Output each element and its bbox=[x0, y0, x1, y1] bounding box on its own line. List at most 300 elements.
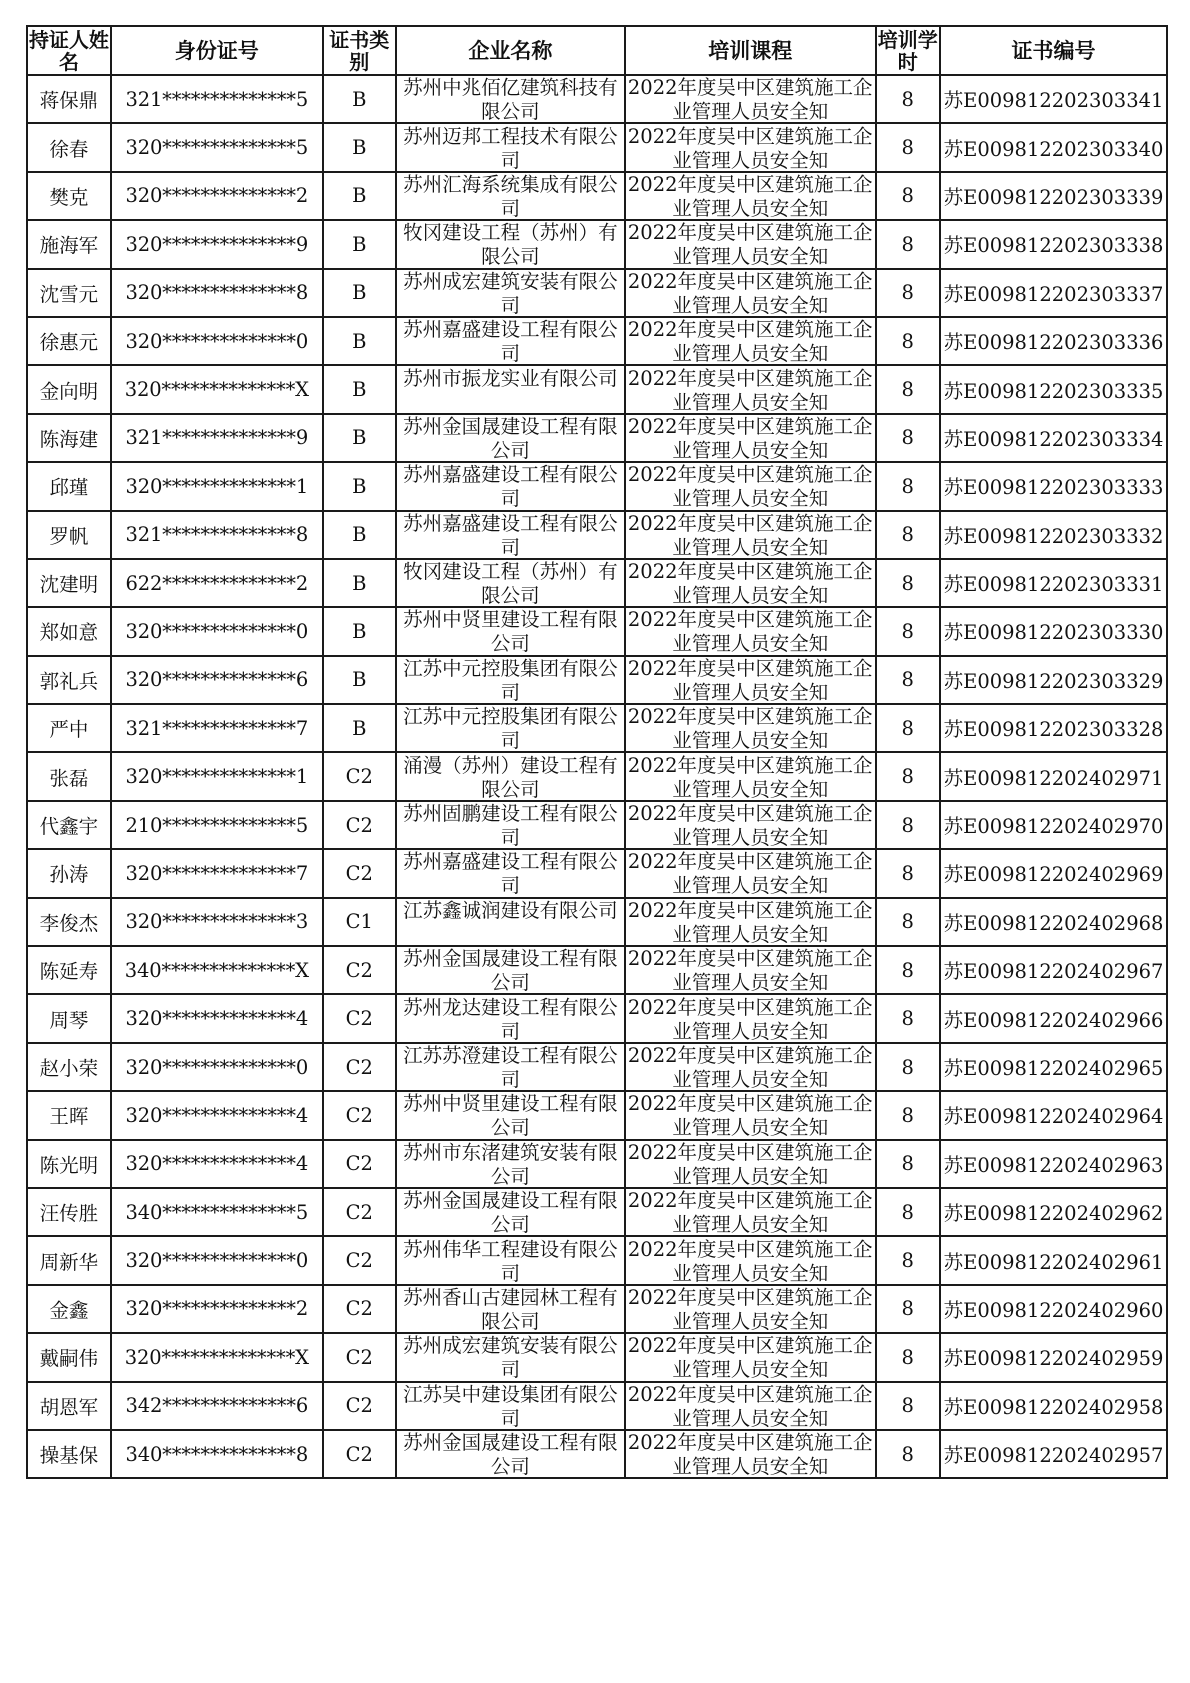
training-course-cell bbox=[625, 898, 876, 946]
table-row bbox=[27, 1333, 1167, 1381]
cert-number-cell: 苏E009812202303332 bbox=[940, 511, 1167, 559]
holder-name-cell: 沈雪元 bbox=[27, 269, 111, 317]
training-course-text: 2022年度吴中区建筑施工企业管理人员安全知 bbox=[627, 1189, 873, 1236]
training-course-text: 2022年度吴中区建筑施工企业管理人员安全知 bbox=[627, 318, 873, 365]
header-company-name: 企业名称 bbox=[396, 26, 625, 75]
training-course-cell bbox=[625, 752, 876, 800]
company-name-cell bbox=[396, 365, 625, 413]
cert-category-cell: C2 bbox=[323, 946, 396, 994]
cert-number-cell: 苏E009812202303339 bbox=[940, 172, 1167, 220]
company-name-text: 苏州汇海系统集成有限公司 bbox=[403, 172, 618, 219]
company-name-text: 牧冈建设工程（苏州）有限公司 bbox=[403, 221, 618, 268]
company-name-cell bbox=[396, 656, 625, 704]
header-id-number: 身份证号 bbox=[111, 26, 323, 75]
training-course-text: 2022年度吴中区建筑施工企业管理人员安全知 bbox=[627, 511, 873, 558]
cert-category-cell: C2 bbox=[323, 849, 396, 897]
cert-number-cell: 苏E009812202303331 bbox=[940, 559, 1167, 607]
cert-category-cell: B bbox=[323, 559, 396, 607]
id-number-cell: 320**************5 bbox=[111, 123, 323, 171]
cert-number-cell: 苏E009812202402957 bbox=[940, 1430, 1167, 1478]
table-row bbox=[27, 801, 1167, 849]
table-row bbox=[27, 704, 1167, 752]
company-name-text: 苏州市振龙实业有限公司 bbox=[403, 366, 618, 390]
training-hours-cell: 8 bbox=[876, 1430, 941, 1478]
id-number-cell: 340**************5 bbox=[111, 1188, 323, 1236]
cert-category-cell: B bbox=[323, 656, 396, 704]
training-course-cell bbox=[625, 1140, 876, 1188]
table-row bbox=[27, 75, 1167, 123]
holder-name-cell: 徐惠元 bbox=[27, 317, 111, 365]
holder-name-cell: 陈延寿 bbox=[27, 946, 111, 994]
training-course-text: 2022年度吴中区建筑施工企业管理人员安全知 bbox=[627, 947, 873, 994]
training-hours-cell: 8 bbox=[876, 365, 941, 413]
training-hours-cell: 8 bbox=[876, 1140, 941, 1188]
id-number-cell: 342**************6 bbox=[111, 1382, 323, 1430]
id-number-cell: 340**************8 bbox=[111, 1430, 323, 1478]
cert-category-cell: B bbox=[323, 269, 396, 317]
cert-category-cell: C1 bbox=[323, 898, 396, 946]
company-name-text: 涌漫（苏州）建设工程有限公司 bbox=[403, 753, 618, 800]
training-hours-cell: 8 bbox=[876, 994, 941, 1042]
training-course-text: 2022年度吴中区建筑施工企业管理人员安全知 bbox=[627, 1431, 873, 1478]
training-hours-cell: 8 bbox=[876, 704, 941, 752]
id-number-cell: 320**************0 bbox=[111, 1043, 323, 1091]
training-hours-cell: 8 bbox=[876, 1091, 941, 1139]
training-hours-cell: 8 bbox=[876, 123, 941, 171]
company-name-cell bbox=[396, 123, 625, 171]
id-number-cell: 320**************1 bbox=[111, 752, 323, 800]
cert-number-cell: 苏E009812202303330 bbox=[940, 607, 1167, 655]
cert-category-cell: B bbox=[323, 75, 396, 123]
table-row bbox=[27, 269, 1167, 317]
company-name-text: 苏州成宏建筑安装有限公司 bbox=[403, 269, 618, 316]
company-name-text: 江苏吴中建设集团有限公司 bbox=[403, 1382, 618, 1429]
training-course-text: 2022年度吴中区建筑施工企业管理人员安全知 bbox=[627, 414, 873, 461]
table-row bbox=[27, 849, 1167, 897]
table-row bbox=[27, 317, 1167, 365]
training-hours-cell: 8 bbox=[876, 317, 941, 365]
table-row bbox=[27, 1430, 1167, 1478]
cert-number-cell: 苏E009812202303334 bbox=[940, 414, 1167, 462]
holder-name-cell: 严中 bbox=[27, 704, 111, 752]
cert-number-cell: 苏E009812202402961 bbox=[940, 1236, 1167, 1284]
holder-name-cell: 施海军 bbox=[27, 220, 111, 268]
training-hours-cell: 8 bbox=[876, 607, 941, 655]
training-hours-cell: 8 bbox=[876, 849, 941, 897]
training-course-cell bbox=[625, 511, 876, 559]
id-number-cell: 320**************6 bbox=[111, 656, 323, 704]
cert-category-cell: B bbox=[323, 365, 396, 413]
company-name-text: 苏州金国晟建设工程有限公司 bbox=[403, 947, 618, 994]
training-course-text: 2022年度吴中区建筑施工企业管理人员安全知 bbox=[627, 366, 873, 413]
id-number-cell: 320**************2 bbox=[111, 1285, 323, 1333]
company-name-cell bbox=[396, 269, 625, 317]
table-row bbox=[27, 220, 1167, 268]
cert-category-cell: B bbox=[323, 123, 396, 171]
training-course-cell bbox=[625, 1236, 876, 1284]
holder-name-cell: 王晖 bbox=[27, 1091, 111, 1139]
company-name-text: 牧冈建设工程（苏州）有限公司 bbox=[403, 560, 618, 607]
training-hours-cell: 8 bbox=[876, 511, 941, 559]
training-hours-cell: 8 bbox=[876, 172, 941, 220]
company-name-text: 江苏中元控股集团有限公司 bbox=[403, 656, 618, 703]
company-name-cell bbox=[396, 607, 625, 655]
cert-number-cell: 苏E009812202303338 bbox=[940, 220, 1167, 268]
cert-category-cell: C2 bbox=[323, 1285, 396, 1333]
cert-number-cell: 苏E009812202402960 bbox=[940, 1285, 1167, 1333]
company-name-cell bbox=[396, 801, 625, 849]
table-row bbox=[27, 752, 1167, 800]
cert-category-cell: C2 bbox=[323, 752, 396, 800]
company-name-cell bbox=[396, 752, 625, 800]
training-course-text: 2022年度吴中区建筑施工企业管理人员安全知 bbox=[627, 1237, 873, 1284]
table-row bbox=[27, 1140, 1167, 1188]
cert-number-cell: 苏E009812202303328 bbox=[940, 704, 1167, 752]
company-name-cell bbox=[396, 1285, 625, 1333]
training-hours-cell: 8 bbox=[876, 656, 941, 704]
training-hours-cell: 8 bbox=[876, 462, 941, 510]
cert-category-cell: B bbox=[323, 511, 396, 559]
holder-name-cell: 陈光明 bbox=[27, 1140, 111, 1188]
training-course-text: 2022年度吴中区建筑施工企业管理人员安全知 bbox=[627, 221, 873, 268]
company-name-cell bbox=[396, 946, 625, 994]
company-name-text: 江苏苏澄建设工程有限公司 bbox=[403, 1044, 618, 1090]
training-course-cell bbox=[625, 1188, 876, 1236]
header-cert-number: 证书编号 bbox=[940, 26, 1167, 75]
training-course-text: 2022年度吴中区建筑施工企业管理人员安全知 bbox=[627, 995, 873, 1042]
holder-name-cell: 邱瑾 bbox=[27, 462, 111, 510]
id-number-cell: 320**************8 bbox=[111, 269, 323, 317]
training-course-cell bbox=[625, 172, 876, 220]
table-row bbox=[27, 511, 1167, 559]
table-row bbox=[27, 172, 1167, 220]
training-course-text: 2022年度吴中区建筑施工企业管理人员安全知 bbox=[627, 1092, 873, 1139]
training-course-cell bbox=[625, 269, 876, 317]
id-number-cell: 321**************5 bbox=[111, 75, 323, 123]
training-course-text: 2022年度吴中区建筑施工企业管理人员安全知 bbox=[627, 1285, 873, 1332]
company-name-cell bbox=[396, 220, 625, 268]
holder-name-cell: 沈建明 bbox=[27, 559, 111, 607]
training-hours-cell: 8 bbox=[876, 559, 941, 607]
company-name-cell bbox=[396, 1091, 625, 1139]
id-number-cell: 320**************1 bbox=[111, 462, 323, 510]
header-cert-category: 证书类别 bbox=[323, 26, 396, 75]
company-name-cell bbox=[396, 704, 625, 752]
cert-number-cell: 苏E009812202402970 bbox=[940, 801, 1167, 849]
cert-number-cell: 苏E009812202402967 bbox=[940, 946, 1167, 994]
id-number-cell: 320**************0 bbox=[111, 607, 323, 655]
cert-category-cell: C2 bbox=[323, 1188, 396, 1236]
company-name-text: 苏州香山古建园林工程有限公司 bbox=[403, 1285, 618, 1332]
training-course-cell bbox=[625, 414, 876, 462]
company-name-text: 苏州固鹏建设工程有限公司 bbox=[403, 802, 618, 849]
company-name-cell bbox=[396, 1430, 625, 1478]
training-hours-cell: 8 bbox=[876, 1236, 941, 1284]
table-row bbox=[27, 607, 1167, 655]
cert-number-cell: 苏E009812202402964 bbox=[940, 1091, 1167, 1139]
holder-name-cell: 李俊杰 bbox=[27, 898, 111, 946]
id-number-cell: 320**************0 bbox=[111, 1236, 323, 1284]
holder-name-cell: 汪传胜 bbox=[27, 1188, 111, 1236]
company-name-cell bbox=[396, 1140, 625, 1188]
training-course-cell bbox=[625, 801, 876, 849]
header-training-course: 培训课程 bbox=[625, 26, 876, 75]
company-name-cell bbox=[396, 511, 625, 559]
training-hours-cell: 8 bbox=[876, 801, 941, 849]
cert-category-cell: C2 bbox=[323, 1333, 396, 1381]
id-number-cell: 321**************8 bbox=[111, 511, 323, 559]
cert-number-cell: 苏E009812202402969 bbox=[940, 849, 1167, 897]
id-number-cell: 320**************X bbox=[111, 1333, 323, 1381]
training-course-cell bbox=[625, 1333, 876, 1381]
cert-number-cell: 苏E009812202303333 bbox=[940, 462, 1167, 510]
holder-name-cell: 戴嗣伟 bbox=[27, 1333, 111, 1381]
training-course-text: 2022年度吴中区建筑施工企业管理人员安全知 bbox=[627, 753, 873, 800]
training-course-cell bbox=[625, 1382, 876, 1430]
training-course-text: 2022年度吴中区建筑施工企业管理人员安全知 bbox=[627, 705, 873, 752]
training-hours-cell: 8 bbox=[876, 269, 941, 317]
cert-category-cell: C2 bbox=[323, 1382, 396, 1430]
id-number-cell: 340**************X bbox=[111, 946, 323, 994]
training-course-text: 2022年度吴中区建筑施工企业管理人员安全知 bbox=[627, 76, 873, 123]
cert-number-cell: 苏E009812202303337 bbox=[940, 269, 1167, 317]
company-name-cell bbox=[396, 172, 625, 220]
company-name-text: 苏州市东渚建筑安装有限公司 bbox=[403, 1140, 618, 1187]
cert-number-cell: 苏E009812202402971 bbox=[940, 752, 1167, 800]
training-course-cell bbox=[625, 1285, 876, 1333]
id-number-cell: 321**************7 bbox=[111, 704, 323, 752]
company-name-cell bbox=[396, 559, 625, 607]
training-course-text: 2022年度吴中区建筑施工企业管理人员安全知 bbox=[627, 269, 873, 316]
training-course-text: 2022年度吴中区建筑施工企业管理人员安全知 bbox=[627, 898, 873, 945]
holder-name-cell: 金鑫 bbox=[27, 1285, 111, 1333]
training-course-cell bbox=[625, 559, 876, 607]
company-name-text: 苏州嘉盛建设工程有限公司 bbox=[403, 463, 618, 510]
table-row bbox=[27, 1091, 1167, 1139]
table-row bbox=[27, 656, 1167, 704]
company-name-text: 苏州伟华工程建设有限公司 bbox=[403, 1237, 618, 1284]
table-body bbox=[27, 75, 1167, 1478]
table-row bbox=[27, 123, 1167, 171]
holder-name-cell: 周新华 bbox=[27, 1236, 111, 1284]
cert-category-cell: C2 bbox=[323, 1091, 396, 1139]
table-row bbox=[27, 462, 1167, 510]
training-course-cell bbox=[625, 1043, 876, 1091]
cert-category-cell: B bbox=[323, 317, 396, 365]
training-course-cell bbox=[625, 849, 876, 897]
id-number-cell: 320**************X bbox=[111, 365, 323, 413]
id-number-cell: 320**************0 bbox=[111, 317, 323, 365]
company-name-text: 苏州嘉盛建设工程有限公司 bbox=[403, 318, 618, 365]
cert-number-cell: 苏E009812202402962 bbox=[940, 1188, 1167, 1236]
training-hours-cell: 8 bbox=[876, 75, 941, 123]
company-name-text: 苏州金国晟建设工程有限公司 bbox=[403, 414, 618, 461]
holder-name-cell: 代鑫宇 bbox=[27, 801, 111, 849]
training-course-text: 2022年度吴中区建筑施工企业管理人员安全知 bbox=[627, 802, 873, 849]
training-hours-cell: 8 bbox=[876, 1382, 941, 1430]
training-course-cell bbox=[625, 317, 876, 365]
id-number-cell: 622**************2 bbox=[111, 559, 323, 607]
company-name-text: 苏州金国晟建设工程有限公司 bbox=[403, 1189, 618, 1236]
company-name-text: 江苏鑫诚润建设有限公司 bbox=[403, 898, 618, 922]
holder-name-cell: 罗帆 bbox=[27, 511, 111, 559]
cert-number-cell: 苏E009812202303340 bbox=[940, 123, 1167, 171]
cert-number-cell: 苏E009812202303335 bbox=[940, 365, 1167, 413]
table-row bbox=[27, 946, 1167, 994]
training-hours-cell: 8 bbox=[876, 1285, 941, 1333]
cert-category-cell: C2 bbox=[323, 801, 396, 849]
training-hours-cell: 8 bbox=[876, 946, 941, 994]
cert-category-cell: B bbox=[323, 220, 396, 268]
training-course-text: 2022年度吴中区建筑施工企业管理人员安全知 bbox=[627, 463, 873, 510]
training-course-cell bbox=[625, 365, 876, 413]
company-name-text: 苏州成宏建筑安装有限公司 bbox=[403, 1334, 618, 1381]
training-hours-cell: 8 bbox=[876, 752, 941, 800]
id-number-cell: 321**************9 bbox=[111, 414, 323, 462]
table-row bbox=[27, 365, 1167, 413]
training-course-text: 2022年度吴中区建筑施工企业管理人员安全知 bbox=[627, 608, 873, 655]
company-name-text: 苏州嘉盛建设工程有限公司 bbox=[403, 511, 618, 558]
cert-category-cell: B bbox=[323, 414, 396, 462]
training-course-text: 2022年度吴中区建筑施工企业管理人员安全知 bbox=[627, 850, 873, 897]
holder-name-cell: 张磊 bbox=[27, 752, 111, 800]
table-row bbox=[27, 414, 1167, 462]
holder-name-cell: 郑如意 bbox=[27, 607, 111, 655]
table-row bbox=[27, 898, 1167, 946]
company-name-cell bbox=[396, 462, 625, 510]
training-course-cell bbox=[625, 1091, 876, 1139]
training-course-text: 2022年度吴中区建筑施工企业管理人员安全知 bbox=[627, 1334, 873, 1381]
company-name-cell bbox=[396, 414, 625, 462]
training-course-text: 2022年度吴中区建筑施工企业管理人员安全知 bbox=[627, 1044, 873, 1090]
id-number-cell: 320**************7 bbox=[111, 849, 323, 897]
holder-name-cell: 赵小荣 bbox=[27, 1043, 111, 1091]
training-course-cell bbox=[625, 607, 876, 655]
holder-name-cell: 周琴 bbox=[27, 994, 111, 1042]
training-hours-cell: 8 bbox=[876, 1188, 941, 1236]
id-number-cell: 320**************9 bbox=[111, 220, 323, 268]
company-name-cell bbox=[396, 849, 625, 897]
company-name-cell bbox=[396, 75, 625, 123]
table-row bbox=[27, 1285, 1167, 1333]
holder-name-cell: 蒋保鼎 bbox=[27, 75, 111, 123]
holder-name-cell: 孙涛 bbox=[27, 849, 111, 897]
id-number-cell: 320**************4 bbox=[111, 1091, 323, 1139]
company-name-cell bbox=[396, 1188, 625, 1236]
holder-name-cell: 樊克 bbox=[27, 172, 111, 220]
company-name-text: 苏州中贤里建设工程有限公司 bbox=[403, 1092, 618, 1139]
training-course-cell bbox=[625, 994, 876, 1042]
company-name-cell bbox=[396, 1382, 625, 1430]
training-course-cell bbox=[625, 656, 876, 704]
company-name-cell bbox=[396, 994, 625, 1042]
company-name-cell bbox=[396, 898, 625, 946]
company-name-text: 苏州金国晟建设工程有限公司 bbox=[403, 1431, 618, 1478]
cert-number-cell: 苏E009812202303329 bbox=[940, 656, 1167, 704]
training-course-text: 2022年度吴中区建筑施工企业管理人员安全知 bbox=[627, 656, 873, 703]
company-name-text: 苏州中贤里建设工程有限公司 bbox=[403, 608, 618, 655]
holder-name-cell: 胡恩军 bbox=[27, 1382, 111, 1430]
company-name-text: 苏州嘉盛建设工程有限公司 bbox=[403, 850, 618, 897]
id-number-cell: 320**************2 bbox=[111, 172, 323, 220]
cert-number-cell: 苏E009812202402958 bbox=[940, 1382, 1167, 1430]
training-course-text: 2022年度吴中区建筑施工企业管理人员安全知 bbox=[627, 1382, 873, 1429]
holder-name-cell: 徐春 bbox=[27, 123, 111, 171]
cert-number-cell: 苏E009812202402959 bbox=[940, 1333, 1167, 1381]
company-name-text: 江苏中元控股集团有限公司 bbox=[403, 705, 618, 752]
table-row bbox=[27, 1382, 1167, 1430]
training-course-cell bbox=[625, 123, 876, 171]
company-name-text: 苏州迈邦工程技术有限公司 bbox=[403, 124, 618, 171]
training-course-text: 2022年度吴中区建筑施工企业管理人员安全知 bbox=[627, 560, 873, 607]
cert-number-cell: 苏E009812202402966 bbox=[940, 994, 1167, 1042]
cert-category-cell: B bbox=[323, 172, 396, 220]
holder-name-cell: 郭礼兵 bbox=[27, 656, 111, 704]
company-name-text: 苏州龙达建设工程有限公司 bbox=[403, 995, 618, 1042]
training-course-cell bbox=[625, 946, 876, 994]
training-hours-cell: 8 bbox=[876, 898, 941, 946]
table-row bbox=[27, 994, 1167, 1042]
cert-category-cell: C2 bbox=[323, 1140, 396, 1188]
cert-category-cell: B bbox=[323, 462, 396, 510]
training-course-cell bbox=[625, 75, 876, 123]
training-course-cell bbox=[625, 1430, 876, 1478]
id-number-cell: 320**************3 bbox=[111, 898, 323, 946]
cert-category-cell: C2 bbox=[323, 1236, 396, 1284]
table-row bbox=[27, 1043, 1167, 1091]
training-hours-cell: 8 bbox=[876, 414, 941, 462]
header-training-hours: 培训学时 bbox=[876, 26, 941, 75]
company-name-cell bbox=[396, 1236, 625, 1284]
header-holder-name: 持证人姓名 bbox=[28, 27, 109, 74]
cert-category-cell: B bbox=[323, 704, 396, 752]
training-hours-cell: 8 bbox=[876, 1333, 941, 1381]
cert-category-cell: C2 bbox=[323, 1043, 396, 1091]
training-course-text: 2022年度吴中区建筑施工企业管理人员安全知 bbox=[627, 124, 873, 171]
cert-number-cell: 苏E009812202402963 bbox=[940, 1140, 1167, 1188]
table-row bbox=[27, 1236, 1167, 1284]
id-number-cell: 320**************4 bbox=[111, 1140, 323, 1188]
company-name-cell bbox=[396, 1333, 625, 1381]
table-row bbox=[27, 559, 1167, 607]
company-name-text: 苏州中兆佰亿建筑科技有限公司 bbox=[403, 76, 618, 123]
cert-number-cell: 苏E009812202303336 bbox=[940, 317, 1167, 365]
cert-number-cell: 苏E009812202402965 bbox=[940, 1043, 1167, 1091]
training-course-text: 2022年度吴中区建筑施工企业管理人员安全知 bbox=[627, 1140, 873, 1187]
holder-name-cell: 陈海建 bbox=[27, 414, 111, 462]
holder-name-cell: 操基保 bbox=[27, 1430, 111, 1478]
training-course-text: 2022年度吴中区建筑施工企业管理人员安全知 bbox=[627, 172, 873, 219]
company-name-cell bbox=[396, 1043, 625, 1091]
company-name-cell bbox=[396, 317, 625, 365]
cert-number-cell: 苏E009812202303341 bbox=[940, 75, 1167, 123]
training-course-cell bbox=[625, 704, 876, 752]
holder-name-cell: 金向明 bbox=[27, 365, 111, 413]
table-row bbox=[27, 1188, 1167, 1236]
training-hours-cell: 8 bbox=[876, 220, 941, 268]
table-header-row bbox=[27, 26, 1167, 75]
cert-category-cell: C2 bbox=[323, 994, 396, 1042]
cert-category-cell: B bbox=[323, 607, 396, 655]
training-course-cell bbox=[625, 462, 876, 510]
certificate-roster-table bbox=[26, 25, 1168, 1479]
training-course-cell bbox=[625, 220, 876, 268]
cert-number-cell: 苏E009812202402968 bbox=[940, 898, 1167, 946]
cert-category-cell: C2 bbox=[323, 1430, 396, 1478]
training-hours-cell: 8 bbox=[876, 1043, 941, 1091]
id-number-cell: 210**************5 bbox=[111, 801, 323, 849]
id-number-cell: 320**************4 bbox=[111, 994, 323, 1042]
